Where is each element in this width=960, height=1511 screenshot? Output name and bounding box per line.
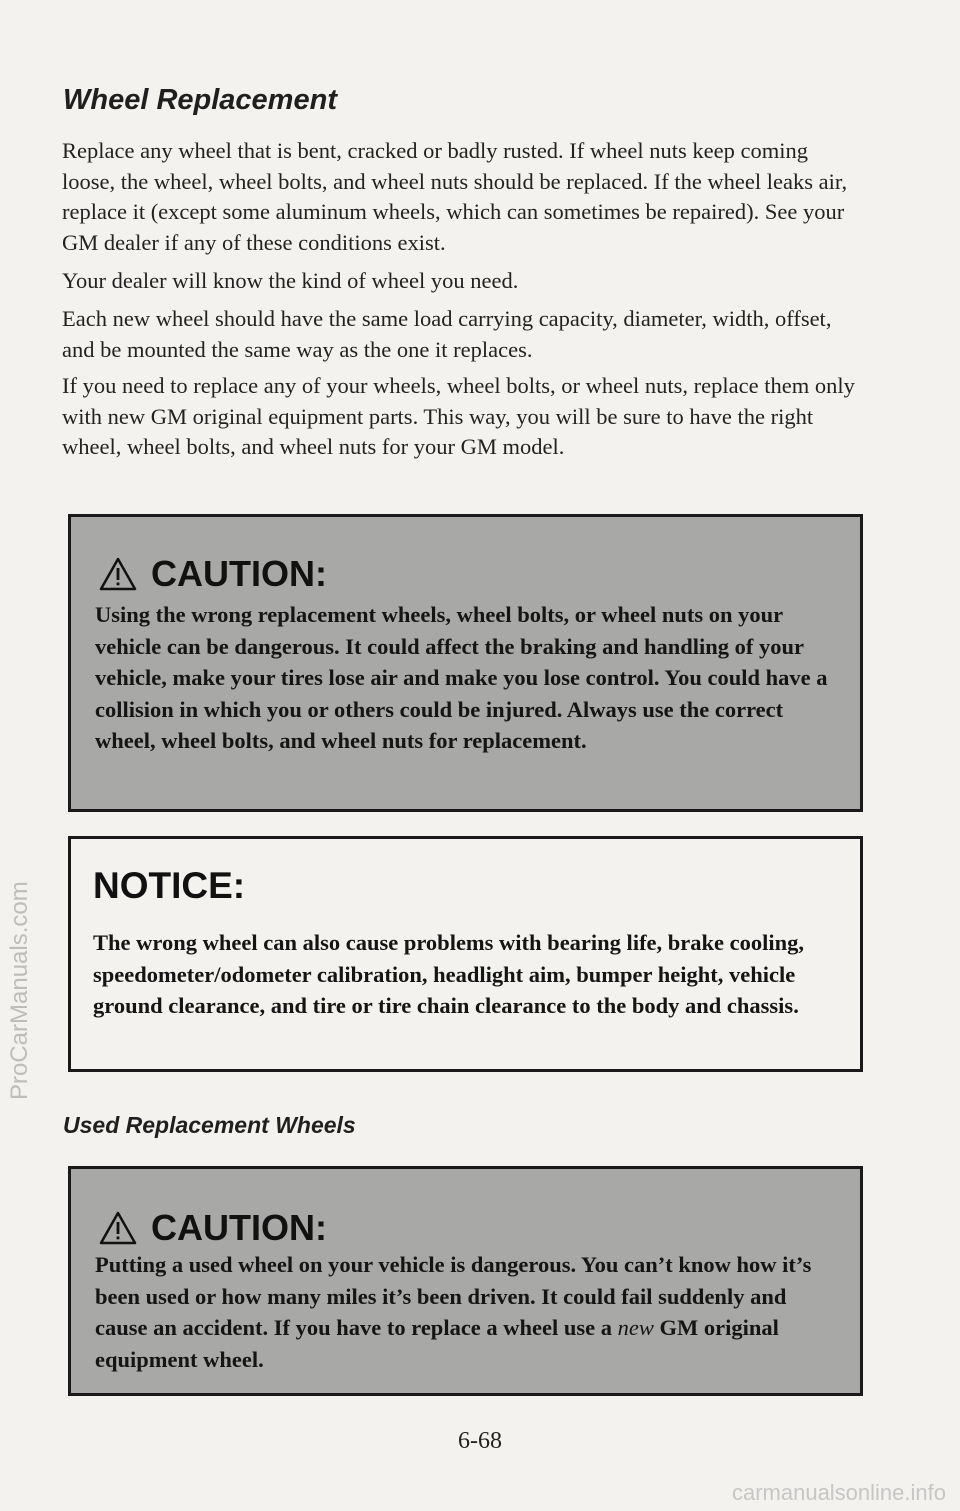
warning-triangle-icon — [99, 1211, 137, 1245]
caution-box-used-wheels — [68, 1166, 863, 1396]
caution-text-part: GM original equipment wheel. — [95, 1315, 779, 1372]
caution-text — [95, 1249, 835, 1375]
caution-text: Using the wrong replacement wheels, wheel bolts, or wheel nuts on your vehicle can be dangerous. It could affect the braking and handling of your vehicle, make your tires lose air and make you lose control. You could have a collision in which you or others could be injured. Always use the correct wheel, wheel bolts, and wheel nuts for replacement. — [95, 602, 828, 753]
subsection-heading: Used Replacement Wheels — [63, 1112, 356, 1138]
caution-heading — [99, 553, 327, 595]
caution-heading — [99, 1207, 327, 1249]
warning-triangle-icon — [99, 557, 137, 591]
caution-text-part: Putting a used wheel on your vehicle is dangerous. You can’t know how it’s been used or how many miles it’s been driven. It could fail suddenly and cause an accident. If you have to replace a wheel use a — [95, 1252, 812, 1340]
caution-box-wrong-wheels — [68, 514, 863, 812]
section-heading: Wheel Replacement — [63, 84, 337, 116]
paragraph-new-wheel: Each new wheel should have the same load carrying capacity, diameter, width, offset, and be mounted the same way as the one it replaces. — [62, 306, 832, 362]
paragraph-replace: Replace any wheel that is bent, cracked or badly rusted. If wheel nuts keep coming loose, the wheel, wheel bolts, and wheel nuts should be replaced. If the wheel leaks air, replace it (except some aluminum wheels, which can sometimes be repaired). See your GM dealer if any of these conditions exist. — [62, 138, 848, 255]
page-number: 6-68 — [458, 1428, 502, 1454]
side-watermark: ProCarManuals.com — [6, 881, 33, 1100]
paragraph-parts: If you need to replace any of your wheels, wheel bolts, or wheel nuts, replace them only with new GM original equipment parts. This way, you will be sure to have the right wheel, wheel bolts, and wheel nuts for your GM model. — [62, 373, 855, 459]
notice-title: NOTICE: — [93, 865, 246, 906]
caution-text-emphasis: new — [617, 1315, 654, 1340]
notice-text: The wrong wheel can also cause problems with bearing life, brake cooling, speedometer/odometer calibration, headlight aim, bumper height, vehicle ground clearance, and tire or tire chain clearance to the body and chassis. — [93, 930, 805, 1018]
notice-box — [68, 836, 863, 1072]
paragraph-dealer: Your dealer will know the kind of wheel you need. — [62, 268, 519, 293]
caution-title: CAUTION: — [151, 1207, 327, 1248]
bottom-watermark: carmanualsonline.info — [731, 1480, 946, 1505]
caution-title: CAUTION: — [151, 553, 327, 594]
